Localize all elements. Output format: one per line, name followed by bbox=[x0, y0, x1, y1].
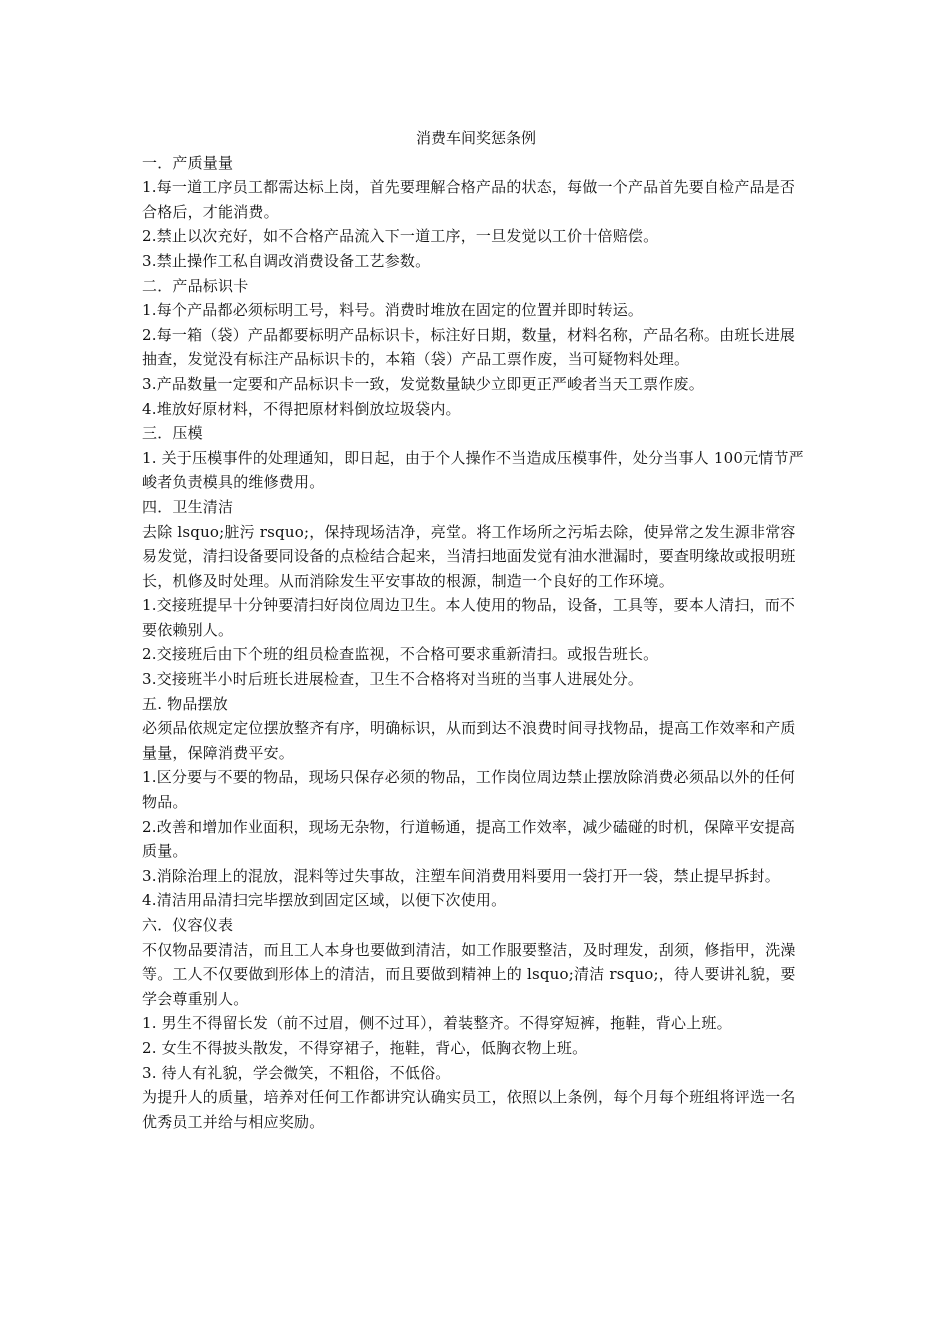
paragraph: 为提升人的质量，培养对任何工作都讲究认确实员工，依照以上条例，每个月每个班组将评选一名优秀员工并给与相应奖励。 bbox=[142, 1088, 796, 1131]
paragraph: 1.每个产品都必须标明工号，料号。消费时堆放在固定的位置并即时转运。 bbox=[142, 301, 644, 320]
paragraph: 不仅物品要清洁，而且工人本身也要做到清洁，如工作服要整洁，及时理发，刮须，修指甲，洗澡等。工人不仅要做到形体上的清洁，而且要做到精神上的 lsquo;清洁 rsquo;，待人要讲礼貌，要学会尊重别人。 bbox=[142, 940, 796, 1008]
paragraph: 2.禁止以次充好，如不合格产品流入下一道工序，一旦发觉以工价十倍赔偿。 bbox=[142, 227, 659, 246]
section-heading: 一．产质量量 bbox=[142, 153, 234, 172]
paragraph: 去除 lsquo;脏污 rsquo;，保持现场洁净，亮堂。将工作场所之污垢去除，使异常之发生源非常容易发觉，清扫设备要同设备的点检结合起来，当清扫地面发觉有油水泄漏时，要查明缘故或报明班长，机修及时处理。从而消除发生平安事故的根源，制造一个良好的工作环境。 bbox=[142, 522, 796, 590]
paragraph: 1. 男生不得留长发（前不过眉，侧不过耳），着装整齐。不得穿短裤，拖鞋，背心上班。 bbox=[142, 1014, 732, 1033]
section-heading: 六．仪容仪表 bbox=[142, 916, 234, 934]
paragraph: 2. 女生不得披头散发，不得穿裙子，拖鞋，背心，低胸衣物上班。 bbox=[142, 1038, 588, 1057]
document-body bbox=[142, 151, 810, 1135]
section-heading: 四．卫生清洁 bbox=[142, 497, 234, 516]
document-title: 消费车间奖惩条例 bbox=[415, 129, 536, 147]
paragraph: 4.清洁用品清扫完毕摆放到固定区域，以便下次使用。 bbox=[142, 891, 507, 910]
paragraph: 3. 待人有礼貌，学会微笑，不粗俗，不低俗。 bbox=[142, 1063, 451, 1082]
section-heading: 三．压模 bbox=[142, 424, 203, 443]
section-heading: 二．产品标识卡 bbox=[142, 276, 249, 295]
paragraph: 2.每一箱（袋）产品都要标明产品标识卡，标注好日期，数量，材料名称，产品名称。由班长进展抽查，发觉没有标注产品标识卡的，本箱（袋）产品工票作废，当可疑物料处理。 bbox=[142, 325, 796, 369]
paragraph: 3.消除治理上的混放，混料等过失事故，注塑车间消费用料要用一袋打开一袋，禁止提早拆封。 bbox=[142, 866, 780, 885]
paragraph: 1.区分要与不要的物品，现场只保存必须的物品，工作岗位周边禁止摆放除消费必须品以外的任何物品。 bbox=[142, 768, 796, 812]
paragraph: 1. 关于压模事件的处理通知，即日起，由于个人操作不当造成压模事件，处分当事人 100元情节严峻者负责模具的维修费用。 bbox=[142, 448, 804, 492]
paragraph: 2.交接班后由下个班的组员检查监视，不合格可要求重新清扫。或报告班长。 bbox=[142, 645, 659, 664]
paragraph: 3.交接班半小时后班长进展检查，卫生不合格将对当班的当事人进展处分。 bbox=[142, 670, 644, 689]
paragraph: 必须品依规定定位摆放整齐有序，明确标识，从而到达不浪费时间寻找物品，提高工作效率和产质量量，保障消费平安。 bbox=[142, 719, 796, 762]
section-heading: 五. 物品摆放 bbox=[142, 694, 228, 713]
paragraph: 3.禁止操作工私自调改消费设备工艺参数。 bbox=[142, 251, 431, 270]
paragraph: 2.改善和增加作业面积，现场无杂物，行道畅通，提高工作效率，减少磕碰的时机，保障平安提高质量。 bbox=[142, 817, 796, 861]
paragraph: 1.每一道工序员工都需达标上岗，首先要理解合格产品的状态，每做一个产品首先要自检产品是否合格后，才能消费。 bbox=[142, 178, 796, 221]
paragraph: 3.产品数量一定要和产品标识卡一致，发觉数量缺少立即更正严峻者当天工票作废。 bbox=[142, 374, 704, 393]
paragraph: 1.交接班提早十分钟要清扫好岗位周边卫生。本人使用的物品，设备，工具等，要本人清扫，而不要依赖别人。 bbox=[142, 596, 796, 639]
paragraph: 4.堆放好原材料，不得把原材料倒放垃圾袋内。 bbox=[142, 399, 461, 418]
